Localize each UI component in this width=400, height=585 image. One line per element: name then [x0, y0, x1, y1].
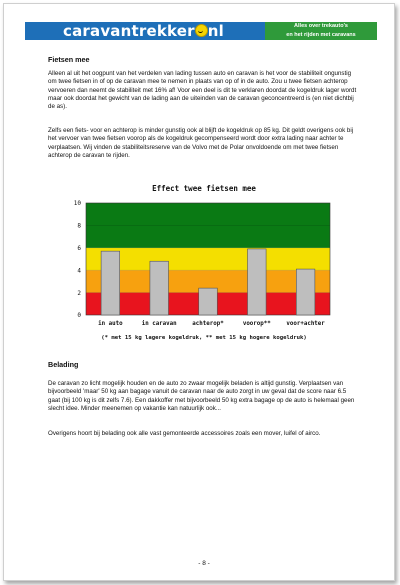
- bar-3: [248, 249, 267, 315]
- paragraph-belading-1: De caravan zo licht mogelijk houden en de auto zo zwaar mogelijk beladen is altijd gunstig. Verplaatsen van bijvoorbeeld 'maar' 50 kg aan bagage vanuit de caravan naar de auto zorgt in uw geval dat de score naar 6.5 gaat (bij 100 kg is dit zelfs 7.6). Een dakkoffer met bijvoorbeeld 50 kg extra bagage op de auto is helemaal geen slecht idee. Minder meenemen op vakantie kan natuurlijk ook...: [48, 380, 355, 412]
- paragraph-fietsen-2: Zelfs een fiets- voor en achterop is minder gunstig ook al blijft de kogeldruk op 85 kg. Dit geldt overigens ook bij het vervoer van twee fietsen voorop als de kogeldruk gecompenseerd wordt door extra lading naar achter te verplaatsen. Wij vinden de stabiliteitsreserve van de Volvo met de Polar onvoldoende om met twee fietsen achterop de caravan te rijden.: [48, 127, 354, 159]
- y-tick-label: 6: [77, 245, 81, 252]
- y-tick-label: 8: [77, 222, 81, 230]
- header-tagline: [265, 22, 377, 40]
- tagline-line-1: Alles over trekauto's: [294, 23, 348, 29]
- paragraph-fietsen-1: Alleen al uit het oogpunt van het verdelen van lading tussen auto en caravan is het voor de stabiliteit ongunstig om twee fietsen in of op de caravan mee te nemen in plaats van op of in de auto. Zou u twee fietsen achterop vervoeren dan neemt de stabiliteit met 16% af! Voor een deel is dit te verklaren doordat de kogeldruk lager wordt maar ook doordat het gewicht van de lading aan de uiteinden van de caravan geconcentreerd is (en niet dichtbij de as).: [48, 70, 357, 111]
- zone-band-2: [86, 248, 330, 270]
- bar-chart: [64, 195, 354, 335]
- y-tick-label: 2: [77, 289, 81, 297]
- page-number: - 8 -: [198, 560, 210, 567]
- site-logo[interactable]: caravantrekker nl: [63, 22, 225, 40]
- y-tick-label: 4: [77, 267, 81, 275]
- paragraph-belading-2: Overigens hoort bij belading ook alle vast gemonteerde accessoires zoals een mover, luifel of airco.: [48, 430, 321, 437]
- y-tick-label: 0: [77, 312, 81, 320]
- bar-4: [296, 269, 315, 315]
- bar-2: [199, 288, 218, 315]
- document-page: [3, 3, 395, 581]
- x-tick-label-1: in caravan: [141, 321, 177, 327]
- section-title-belading: Belading: [48, 360, 79, 369]
- x-tick-label-3: voorop**: [242, 321, 271, 327]
- tagline-line-2: en het rijden met caravans: [286, 31, 356, 38]
- bar-0: [101, 251, 120, 315]
- smiley-icon: [195, 24, 208, 37]
- chart-title: Effect twee fietsen mee: [152, 184, 256, 193]
- x-tick-label-0: in auto: [98, 321, 123, 327]
- section-title-fietsen: Fietsen mee: [48, 55, 90, 64]
- x-tick-label-2: achterop*: [192, 321, 224, 327]
- chart-footnote: (* met 15 kg lagere kogeldruk, ** met 15 kg hogere kogeldruk): [101, 335, 307, 341]
- x-tick-label-4: voor+achter: [286, 321, 325, 327]
- y-tick-label: 10: [73, 200, 81, 208]
- header-banner: [25, 22, 377, 40]
- bar-1: [150, 261, 169, 315]
